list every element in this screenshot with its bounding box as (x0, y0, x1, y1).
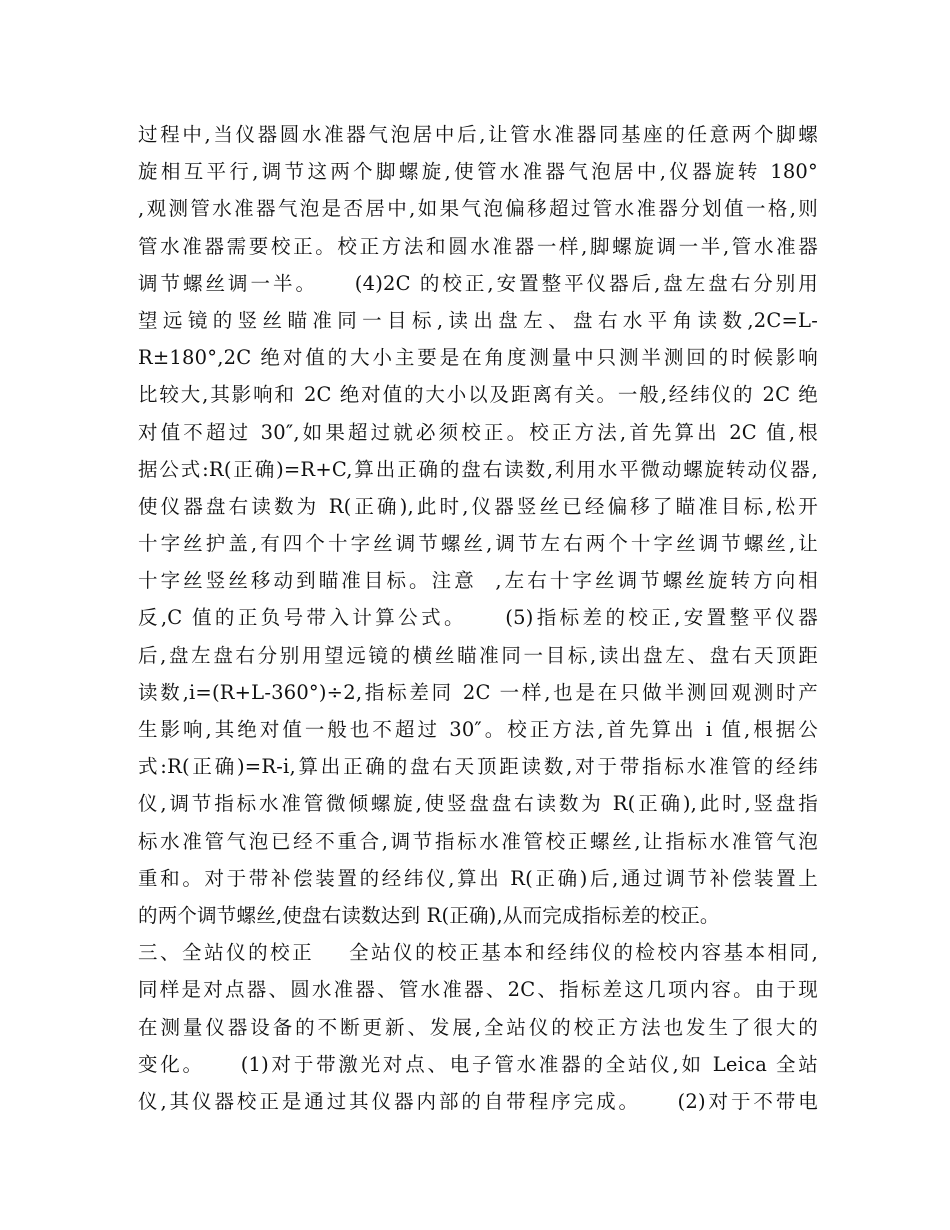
text-line: 使仪器盘右读数为 R(正确),此时,仪器竖丝已经偏移了瞄准目标,松开 (138, 494, 818, 518)
text-line: 标水准管气泡已经不重合,调节指标水准管校正螺丝,让指标水准管气泡 (138, 829, 818, 853)
text-line: 据公式:R(正确)=R+C,算出正确的盘右读数,利用水平微动螺旋转动仪器, (138, 457, 818, 481)
text-line: 在测量仪器设备的不断更新、发展,全站仪的校正方法也发生了很大的 (138, 1015, 818, 1039)
text-line: 仪,其仪器校正是通过其仪器内部的自带程序完成。 (2)对于不带电 (138, 1089, 818, 1113)
text-line: 仪,调节指标水准管微倾螺旋,使竖盘盘右读数为 R(正确),此时,竖盘指 (138, 792, 818, 816)
text-line: 三、全站仪的校正 全站仪的校正基本和经纬仪的检校内容基本相同, (138, 941, 818, 965)
text-line: 望远镜的竖丝瞄准同一目标,读出盘左、盘右水平角读数,2C=L- (138, 308, 818, 332)
text-line: R±180°,2C 绝对值的大小主要是在角度测量中只测半测回的时候影响 (138, 346, 818, 370)
text-line: 十字丝竖丝移动到瞄准目标。注意 ,左右十字丝调节螺丝旋转方向相 (138, 569, 818, 593)
text-line: 比较大,其影响和 2C 绝对值的大小以及距离有关。一般,经纬仪的 2C 绝 (138, 383, 818, 407)
text-line: 式:R(正确)=R-i,算出正确的盘右天顶距读数,对于带指标水准管的经纬 (138, 755, 818, 779)
text-line: 后,盘左盘右分别用望远镜的横丝瞄准同一目标,读出盘左、盘右天顶距 (138, 643, 818, 667)
text-line: 重和。对于带补偿装置的经纬仪,算出 R(正确)后,通过调节补偿装置上 (138, 866, 818, 890)
text-line: 旋相互平行,调节这两个脚螺旋,使管水准器气泡居中,仪器旋转 180° (138, 160, 818, 184)
text-line: 管水准器需要校正。校正方法和圆水准器一样,脚螺旋调一半,管水准器 (138, 234, 818, 258)
text-line: 的两个调节螺丝,使盘右读数达到 R(正确),从而完成指标差的校正。 (138, 903, 720, 927)
text-line: 反,C 值的正负号带入计算公式。 (5)指标差的校正,安置整平仪器 (138, 606, 818, 630)
text-line: 十字丝护盖,有四个十字丝调节螺丝,调节左右两个十字丝调节螺丝,让 (138, 532, 818, 556)
text-line: 调节螺丝调一半。 (4)2C 的校正,安置整平仪器后,盘左盘右分别用 (138, 271, 818, 295)
text-line: 生影响,其绝对值一般也不超过 30″。校正方法,首先算出 i 值,根据公 (138, 718, 818, 741)
body-text (138, 116, 818, 1120)
text-line: 对值不超过 30″,如果超过就必须校正。校正方法,首先算出 2C 值,根 (138, 420, 818, 444)
text-line: 变化。 (1)对于带激光对点、电子管水准器的全站仪,如 Leica 全站 (138, 1052, 818, 1076)
text-line: ,观测管水准器气泡是否居中,如果气泡偏移超过管水准器分划值一格,则 (138, 197, 818, 221)
text-line: 同样是对点器、圆水准器、管水准器、2C、指标差这几项内容。由于现 (138, 978, 818, 1002)
text-line: 过程中,当仪器圆水准器气泡居中后,让管水准器同基座的任意两个脚螺 (138, 123, 818, 146)
text-line: 读数,i=(R+L-360°)÷2,指标差同 2C 一样,也是在只做半测回观测时产 (138, 680, 818, 704)
